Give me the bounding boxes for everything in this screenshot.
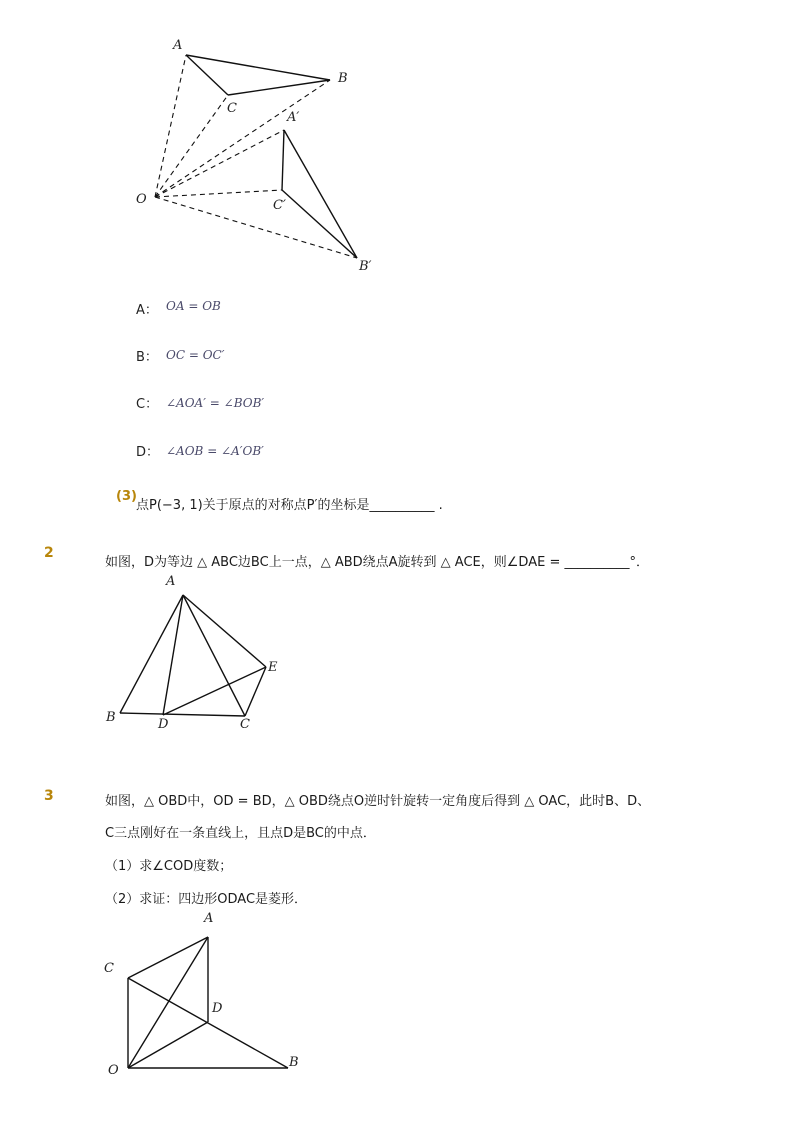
subquestion-number: (3) [116, 489, 137, 504]
option-text: OC = OC′ [166, 348, 225, 362]
label-C: C [227, 101, 237, 116]
label-C: C [104, 961, 114, 976]
label-D: D [158, 717, 169, 732]
label-B-prime: B′ [359, 259, 372, 274]
label-B: B [289, 1055, 299, 1070]
triangle-figure-2 [100, 570, 290, 735]
subquestion-text: 点P(−3, 1)关于原点的对称点P′的坐标是__________ . [136, 498, 443, 513]
segment-CB [228, 80, 330, 95]
segment-A'C' [282, 130, 284, 190]
question-2-text: 如图，D为等边 △ ABC边BC上一点，△ ABD绕点A旋转到 △ ACE，则∠DAE = __________°． [105, 555, 649, 570]
option-text: OA = OB [166, 299, 221, 313]
question-3-part-1: （1）求∠COD度数； [105, 859, 233, 874]
label-A: A [173, 38, 183, 53]
option-text: ∠AOB = ∠A′OB′ [166, 444, 264, 458]
question-number-3: 3 [44, 788, 54, 804]
option-letter: B： [136, 350, 158, 365]
option-c[interactable] [136, 393, 265, 412]
option-b[interactable] [136, 346, 225, 365]
label-B: B [106, 710, 116, 725]
question-number-2: 2 [44, 545, 54, 561]
option-a[interactable] [136, 299, 221, 318]
label-A: A [166, 574, 176, 589]
label-C-prime: C′ [273, 198, 286, 213]
label-A: A [204, 911, 214, 926]
segment-C'B' [282, 190, 357, 258]
question-3-line-1: 如图，△ OBD中，OD = BD，△ OBD绕点O逆时针旋转一定角度后得到 △ OAC，此时B、D、 [105, 794, 651, 809]
option-letter: C： [136, 397, 159, 412]
label-O: O [136, 192, 147, 207]
label-D: D [212, 1001, 223, 1016]
label-A-prime: A′ [287, 110, 300, 125]
label-C: C [240, 717, 250, 732]
label-O: O [108, 1063, 119, 1078]
option-letter: A： [136, 303, 158, 318]
option-d[interactable] [136, 441, 264, 460]
option-text: ∠AOA′ = ∠BOB′ [166, 396, 265, 410]
option-letter: D： [136, 445, 160, 460]
rhombus-figure-3 [100, 905, 310, 1080]
label-E: E [268, 660, 278, 675]
label-B: B [338, 71, 348, 86]
question-3-line-2: C三点刚好在一条直线上，且点D是BC的中点． [105, 826, 376, 841]
rotation-figure-1 [120, 30, 380, 280]
question-3-part-2: （2）求证：四边形ODAC是菱形． [105, 892, 308, 907]
